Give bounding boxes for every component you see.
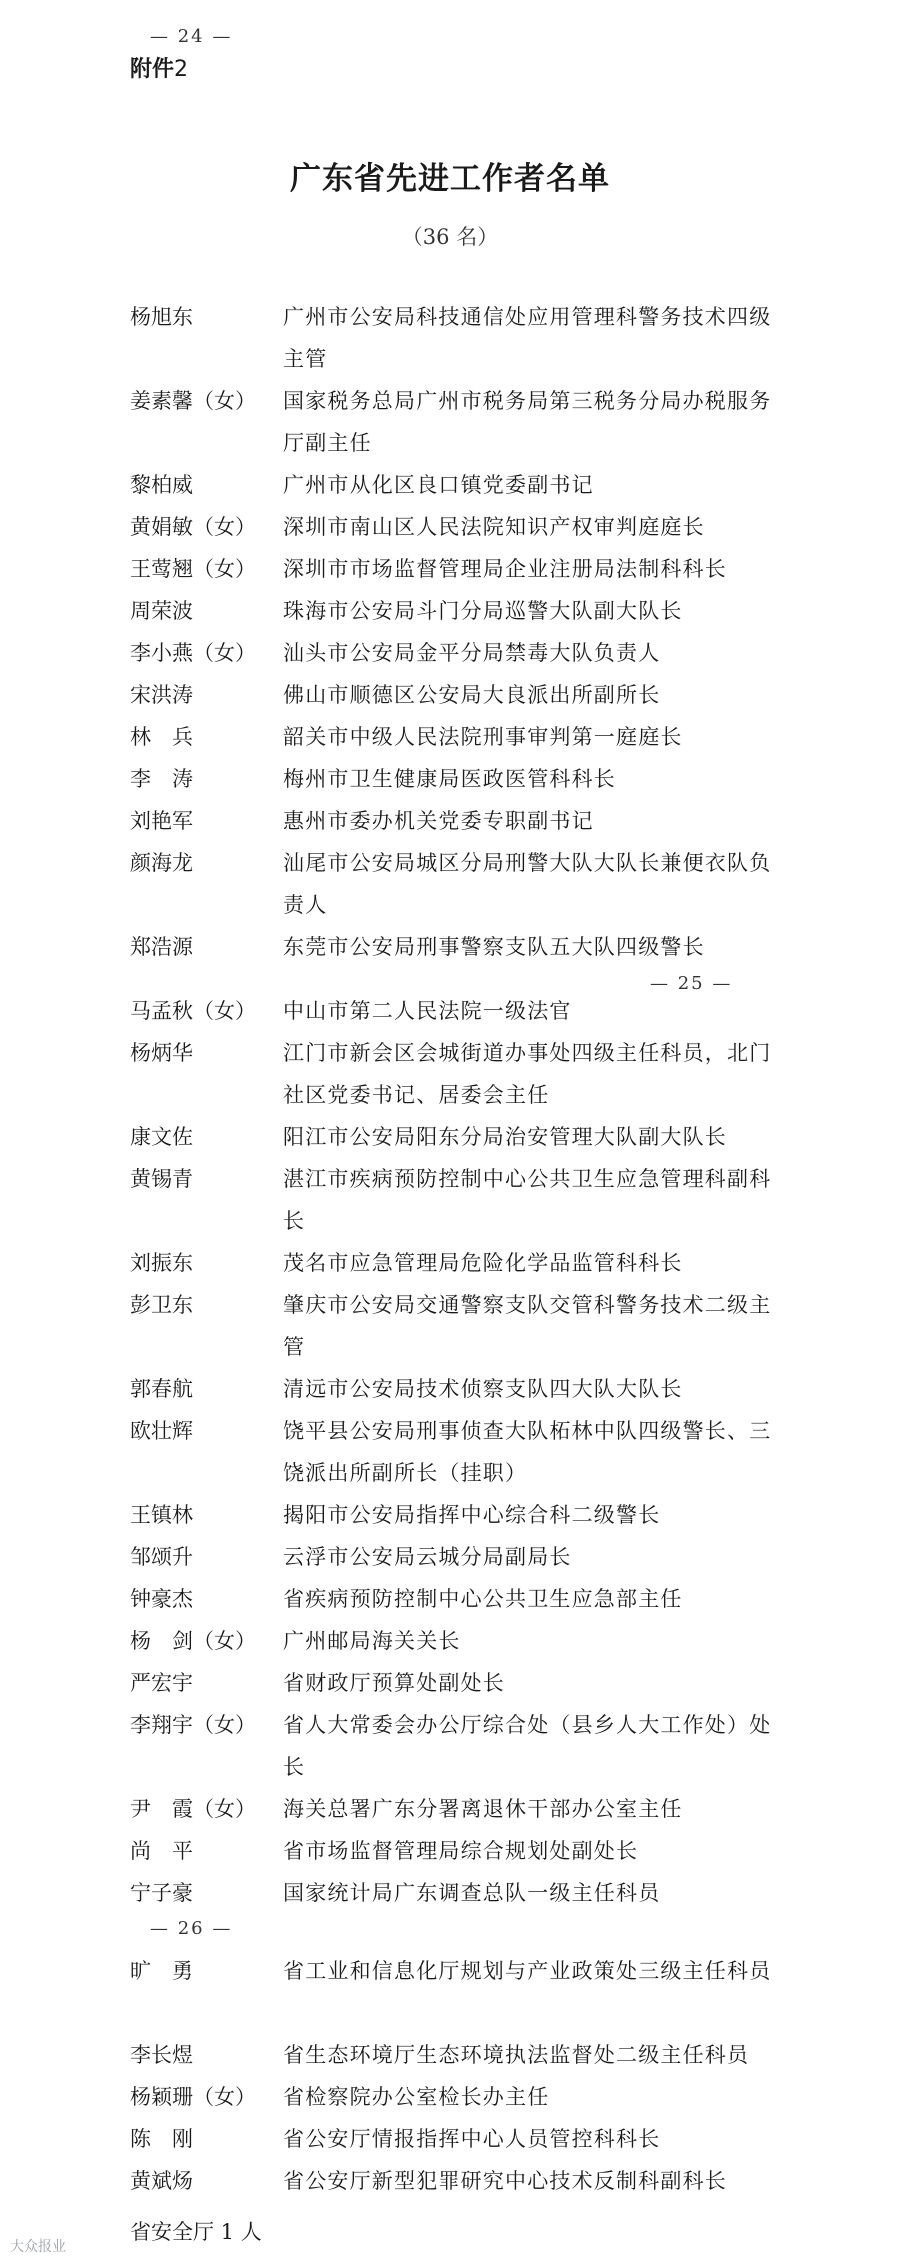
person-title: 云浮市公安局云城分局副局长 xyxy=(283,1545,572,1569)
person-name: 杨旭东 xyxy=(130,305,193,329)
person-title: 茂名市应急管理局危险化学品监管科科长 xyxy=(283,1251,683,1275)
person-title: 惠州市委办机关党委专职副书记 xyxy=(283,809,594,833)
person-name: 杨颖珊（女） xyxy=(130,2085,256,2109)
person-title: 珠海市公安局斗门分局巡警大队副大队长 xyxy=(283,599,683,623)
person-name: 颜海龙 xyxy=(130,851,193,875)
person-name: 周荣波 xyxy=(130,599,193,623)
person-name: 康文佐 xyxy=(130,1125,193,1149)
person-name: 严宏宇 xyxy=(130,1671,193,1695)
person-name: 马孟秋（女） xyxy=(130,999,256,1023)
person-title: 深圳市市场监督管理局企业注册局法制科科长 xyxy=(283,557,727,581)
person-name: 王莺翘（女） xyxy=(130,557,256,581)
person-title: 海关总署广东分署离退休干部办公室主任 xyxy=(283,1797,683,1821)
person-title: 肇庆市公安局交通警察支队交管科警务技术二级主管 xyxy=(283,1293,772,1359)
person-title: 汕尾市公安局城区分局刑警大队大队长兼便衣队负责人 xyxy=(283,851,772,917)
person-name: 刘艳军 xyxy=(130,809,193,833)
person-name: 尚 平 xyxy=(130,1839,193,1863)
person-title: 广州邮局海关关长 xyxy=(283,1629,461,1653)
person-name: 黄娟敏（女） xyxy=(130,515,256,539)
person-title: 省检察院办公室检长办主任 xyxy=(283,2085,550,2109)
person-title: 湛江市疾病预防控制中心公共卫生应急管理科副科长 xyxy=(283,1167,772,1233)
person-name: 刘振东 xyxy=(130,1251,193,1275)
person-title: 省市场监督管理局综合规划处副处长 xyxy=(283,1839,639,1863)
person-name: 郭春航 xyxy=(130,1377,193,1401)
watermark: 大众报业 xyxy=(10,2239,66,2255)
person-name: 旷 勇 xyxy=(130,1959,193,1983)
person-name: 邹颂升 xyxy=(130,1545,193,1569)
person-name: 李 涛 xyxy=(130,767,193,791)
person-title: 省财政厅预算处副处长 xyxy=(283,1671,505,1695)
person-name: 姜素馨（女） xyxy=(130,389,256,413)
page-number: — 26 — xyxy=(150,1918,233,1939)
person-title: 梅州市卫生健康局医政医管科科长 xyxy=(283,767,616,791)
person-title: 省公安厅新型犯罪研究中心技术反制科副科长 xyxy=(283,2169,727,2193)
person-title: 阳江市公安局阳东分局治安管理大队副大队长 xyxy=(283,1125,727,1149)
person-name: 杨炳华 xyxy=(130,1041,193,1065)
person-title: 国家统计局广东调查总队一级主任科员 xyxy=(283,1881,661,1905)
person-name: 黄锡青 xyxy=(130,1167,193,1191)
person-name: 宁子豪 xyxy=(130,1881,193,1905)
page-number: — 24 — xyxy=(150,26,233,47)
person-title: 省疾病预防控制中心公共卫生应急部主任 xyxy=(283,1587,683,1611)
person-title: 国家税务总局广州市税务局第三税务分局办税服务厅副主任 xyxy=(283,389,772,455)
person-title: 省人大常委会办公厅综合处（县乡人大工作处）处长 xyxy=(283,1713,772,1779)
attachment-number: 2 xyxy=(174,57,189,82)
person-title: 深圳市南山区人民法院知识产权审判庭庭长 xyxy=(283,515,705,539)
person-name: 李翔宇（女） xyxy=(130,1713,256,1737)
person-title: 省公安厅情报指挥中心人员管控科科长 xyxy=(283,2127,661,2151)
person-name: 彭卫东 xyxy=(130,1293,193,1317)
person-name: 宋洪涛 xyxy=(130,683,193,707)
person-title: 中山市第二人民法院一级法官 xyxy=(283,999,572,1023)
person-name: 李长煜 xyxy=(130,2043,193,2067)
person-title: 揭阳市公安局指挥中心综合科二级警长 xyxy=(283,1503,661,1527)
person-name: 杨 剑（女） xyxy=(130,1629,256,1653)
person-title: 佛山市顺德区公安局大良派出所副所长 xyxy=(283,683,661,707)
page-number: — 25 — xyxy=(650,973,733,994)
person-name: 郑浩源 xyxy=(130,935,193,959)
person-name: 林 兵 xyxy=(130,725,193,749)
attachment-label-text: 附件 xyxy=(130,57,175,82)
person-title: 东莞市公安局刑事警察支队五大队四级警长 xyxy=(283,935,705,959)
person-name: 钟豪杰 xyxy=(130,1587,193,1611)
person-title: 江门市新会区会城街道办事处四级主任科员，北门社区党委书记、居委会主任 xyxy=(283,1041,772,1107)
count-label: （36 名） xyxy=(401,225,499,249)
person-title: 省工业和信息化厅规划与产业政策处三级主任科员 xyxy=(283,1959,772,1983)
person-name: 陈 刚 xyxy=(130,2127,193,2151)
page-title: 广东省先进工作者名单 xyxy=(290,161,610,197)
person-title: 韶关市中级人民法院刑事审判第一庭庭长 xyxy=(283,725,683,749)
person-name: 黎柏威 xyxy=(130,473,193,497)
person-name: 尹 霞（女） xyxy=(130,1797,256,1821)
person-name: 欧壮辉 xyxy=(130,1419,193,1443)
person-name: 黄斌炀 xyxy=(130,2169,193,2193)
footnote: 省安全厅 1 人 xyxy=(130,2220,262,2244)
person-title: 广州市公安局科技通信处应用管理科警务技术四级主管 xyxy=(283,305,772,371)
person-title: 广州市从化区良口镇党委副书记 xyxy=(283,473,594,497)
person-title: 清远市公安局技术侦察支队四大队大队长 xyxy=(283,1377,683,1401)
person-name: 王镇林 xyxy=(130,1503,193,1527)
person-title: 汕头市公安局金平分局禁毒大队负责人 xyxy=(283,641,661,665)
person-title: 省生态环境厅生态环境执法监督处二级主任科员 xyxy=(283,2043,750,2067)
person-title: 饶平县公安局刑事侦查大队柘林中队四级警长、三饶派出所副所长（挂职） xyxy=(283,1419,772,1485)
person-name: 李小燕（女） xyxy=(130,641,256,665)
